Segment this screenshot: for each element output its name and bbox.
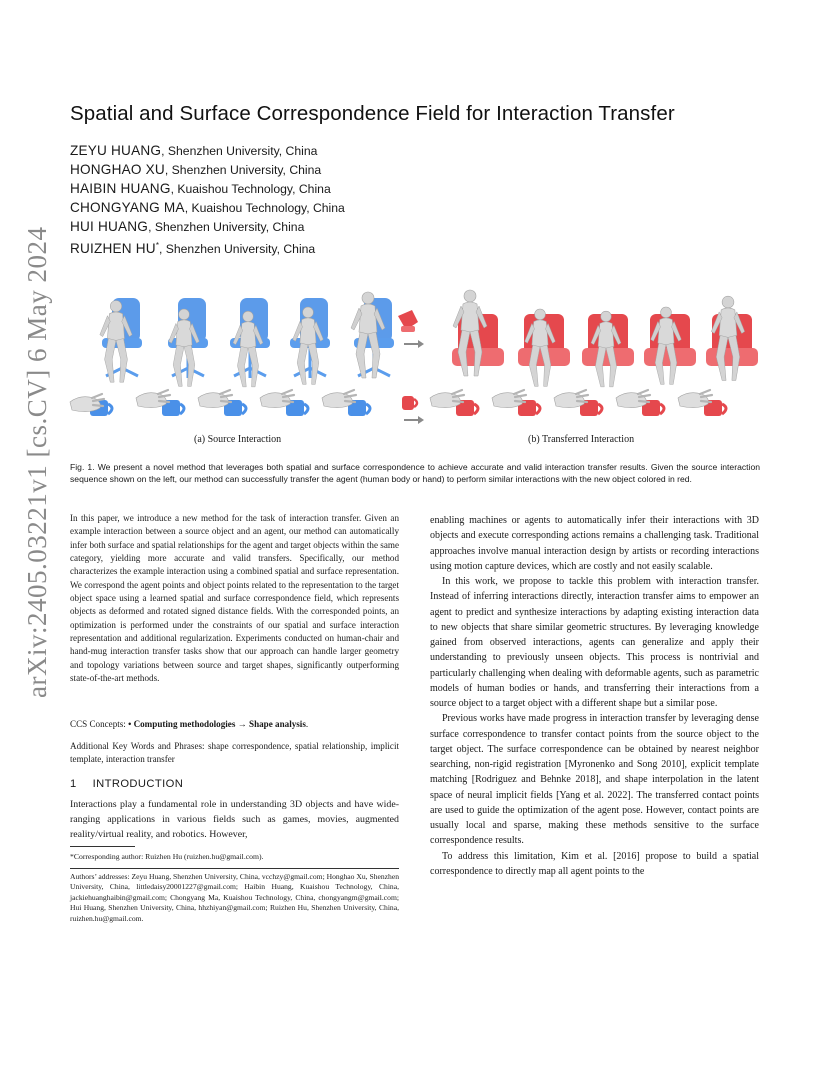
author-name: RUIZHEN HU bbox=[70, 241, 156, 257]
figure-caption: Fig. 1. We present a novel method that leverages both spatial and surface correspondence to achieve accurate and valid interaction transfer results. Given the source interaction sequence shown on the left, our method can successfully transfer the agent (human body or hand) to perform similar interactions with the new object colored in red. bbox=[70, 462, 760, 485]
ccs-end: . bbox=[305, 719, 309, 729]
abstract: In this paper, we introduce a new method for the task of interaction transfer. Given an example interaction between a source object and an agent, our method can automatically infer both surface and spatial relationships for the agent and target objects within the same category, yielding more accurate and valid transfers. Specifically, our method characterizes the example interaction using a combined spatial and surface representation. We correspond the agent points and object points related to the representation to the target object space using a learned spatial and surface correspondence field, which represents objects as deformed and rotated signed distance fields. With the corresponded points, an optimization is performed under the constraints of our spatial and surface interaction representation and additional regularization. Experiments conducted on human-chair and hand-mug interaction transfer tasks show that our approach can handle larger geometry and topology variations between source and target shapes, significantly outperforming state-of-the-art methods. bbox=[70, 513, 399, 684]
author-name: HAIBIN HUANG bbox=[70, 181, 171, 196]
author-affiliation: , Shenzhen University, China bbox=[161, 144, 318, 158]
author-line bbox=[70, 198, 345, 217]
target-mug-reference bbox=[402, 396, 417, 410]
author-line bbox=[70, 236, 345, 255]
subcaption-source: (a) Source Interaction bbox=[194, 434, 282, 445]
author-line bbox=[70, 179, 345, 198]
teaser-figure bbox=[66, 268, 762, 428]
target-chair-sequence bbox=[452, 290, 758, 387]
section-title: INTRODUCTION bbox=[92, 778, 184, 790]
paragraph: To address this limitation, Kim et al. [2016] propose to build a spatial correspondence to directly map all agent points to the bbox=[430, 850, 759, 877]
source-mug-sequence bbox=[70, 390, 370, 416]
author-name: HONGHAO XU bbox=[70, 162, 165, 177]
author-name: CHONGYANG MA bbox=[70, 200, 185, 215]
author-affiliation: , Kuaishou Technology, China bbox=[170, 182, 331, 196]
author-list bbox=[70, 141, 345, 255]
paragraph: In this work, we propose to tackle this problem with interaction transfer. Instead of inferring interactions directly, interaction transfer aims to empower an agent to predict and synthesize interactions by adapting existing interaction data to new objects that share similar geometric structures. By leveraging knowledge gained from observed interactions, agents can generalize and apply their understanding to previously unseen objects. This process is nontrivial and particularly challenging when dealing with deformable agents, such as parametric models of human bodies or hands, and transferring their interactions from a source object to a target object with a different shape but a similar pose. bbox=[430, 576, 759, 709]
author-line bbox=[70, 217, 345, 236]
arxiv-identifier: arXiv:2405.03221v1 [cs.CV] 6 May 2024 bbox=[22, 226, 52, 698]
ccs-concepts bbox=[70, 719, 399, 729]
author-line bbox=[70, 160, 345, 179]
ccs-value: • Computing methodologies → Shape analysis bbox=[128, 719, 306, 729]
author-addresses: Authors’ addresses: Zeyu Huang, Shenzhen University, China, vcchzy@gmail.com; Honghao Xu, Shenzhen University, China, littledaisy20001227@gmail.com; Haibin Huang, Kuaishou Technology, China, jackiehuanghaibin@gmail.com; Chongyang Ma, Kuaishou Technology, China, chongyangm@gmail.com; Hui Huang, Shenzhen University, China, hhzhiyan@gmail.com; Ruizhen Hu, Shenzhen University, China, ruizhen.hu@gmail.com. bbox=[70, 872, 399, 923]
subcaption-target: (b) Transferred Interaction bbox=[528, 434, 635, 445]
keywords: Additional Key Words and Phrases: shape correspondence, spatial relationship, implicit template, interaction transfer bbox=[70, 741, 399, 765]
paragraph: Previous works have made progress in interaction transfer by leveraging dense surface correspondence to transfer contact points from the source object to the target object. The surface correspondence can be obtained by nearest neighbor searching, non-rigid registration [Myronenko and Song 2010], explicit template matching [Rodriguez and Behnke 2018], and shape interpolation in the latent space of neural implicit fields [Yang et al. 2022]. The transferred contact points are used to guide the optimization of the agent pose. However, contact points are usually local and sparse, making these methods sensitive to the surface correspondence results. bbox=[430, 713, 759, 847]
address-rule bbox=[70, 868, 399, 869]
corresponding-mark: * bbox=[155, 241, 159, 250]
ccs-label: CCS Concepts: bbox=[70, 719, 129, 729]
section-heading bbox=[70, 778, 183, 790]
intro-right-column bbox=[430, 513, 759, 879]
footnote-rule bbox=[70, 846, 135, 847]
target-mug-sequence bbox=[430, 390, 726, 416]
target-chair-reference bbox=[398, 310, 418, 332]
arrow-icon bbox=[404, 416, 424, 424]
footnote: *Corresponding author: Ruizhen Hu (ruizhen.hu@gmail.com). bbox=[70, 852, 264, 861]
paper-title: Spatial and Surface Correspondence Field for Interaction Transfer bbox=[70, 102, 675, 125]
author-name: HUI HUANG bbox=[70, 219, 149, 234]
arrow-icon bbox=[404, 340, 424, 348]
author-affiliation: , Shenzhen University, China bbox=[158, 242, 316, 257]
section-number: 1 bbox=[70, 778, 77, 790]
author-line bbox=[70, 141, 345, 160]
author-name: ZEYU HUANG bbox=[70, 143, 162, 158]
intro-left-column: Interactions play a fundamental role in understanding 3D objects and have wide-ranging applications in various fields such as games, movies, augmented reality/virtual reality, and robotics. However, bbox=[70, 799, 399, 841]
paragraph: enabling machines or agents to automatically infer their interactions with 3D objects and execute corresponding actions remains a challenging task. Traditional approaches involve manual interaction design by artists or recording interactions using motion capture devices, which are costly and not easily scalable. bbox=[430, 515, 759, 572]
author-affiliation: , Shenzhen University, China bbox=[164, 163, 322, 177]
author-affiliation: , Shenzhen University, China bbox=[148, 220, 305, 234]
author-affiliation: , Kuaishou Technology, China bbox=[184, 201, 345, 215]
source-chair-sequence bbox=[100, 292, 394, 387]
